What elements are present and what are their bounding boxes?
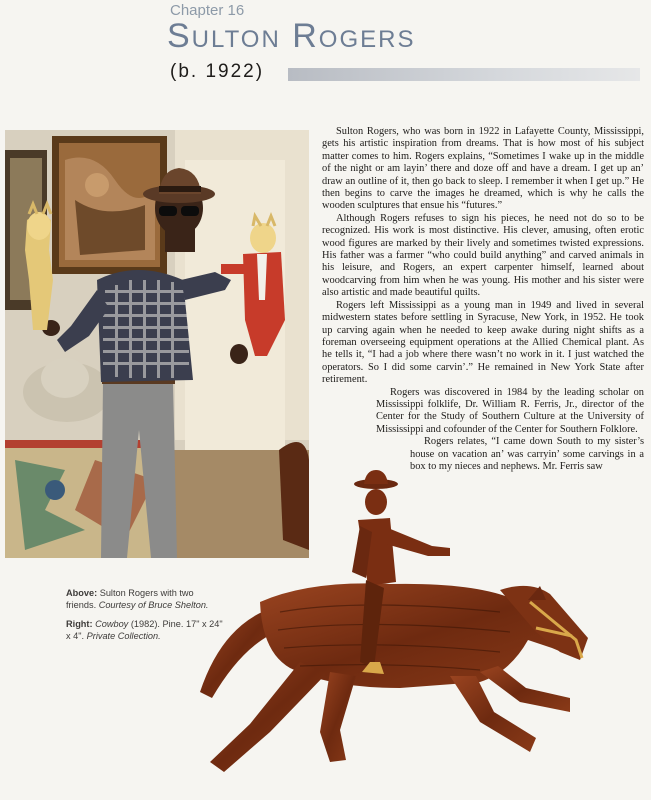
article-paragraph: Rogers left Mississippi as a young man in 1949 and lived in several midwestern states before settling in Syracuse, New York, in 1952. He took up carving again when he needed to keep awake during night shifts as a foreman overseeing equipment operations at the Allied Chemical plant. As he tells it, “I had a job where there wasn’t no work in it. I just watched the operators. So I did some carvin’.” He remained in New York State after retirement. (322, 299, 644, 386)
caption-credit: Private Collection. (86, 630, 161, 641)
caption-credit: Courtesy of Bruce Shelton. (98, 599, 209, 610)
chapter-label: Chapter 16 (170, 2, 245, 19)
caption-text: Sulton Rogers with two friends. (66, 588, 194, 610)
article-paragraph: Sulton Rogers, who was born in 1922 in Lafayette County, Mississippi, gets his artistic inspiration from dreams. That is how most of his subject matter comes to him. Rogers explains, “Sometimes I wake up in the middle of the night or am layin’ there and doze off and have a dream. I get up an’ draw an outline of it, then go back to sleep. I remember it when I get up.” He then begins to carve the images he dreamed, which is why he calls the wooden sculptures that ensue his “futures.” (322, 126, 644, 212)
article-paragraph: Rogers relates, “I came down South to my sister’s house on vacation an’ was carryin’ some carvings in a box to my nieces and nephews. Mr. Ferris saw (410, 436, 644, 472)
caption-label: Above: (66, 588, 98, 598)
caption-label: Right: (66, 619, 93, 630)
caption-text: (1982). Pine. 17" x 24" x 4". (66, 619, 223, 641)
page-title: Sulton Rogers (167, 17, 416, 55)
cowboy-sculpture (180, 462, 600, 792)
article-body (322, 126, 644, 473)
birth-year: (b. 1922) (170, 61, 265, 82)
article-paragraph: Rogers was discovered in 1984 by the leading scholar on Mississippi folklife, Dr. William R. Ferris, Jr., director of the Center for the Study of Southern Culture at the University of Mississippi and cofounder of the Center for Southern Folklore. (376, 386, 644, 435)
title-rule (288, 68, 640, 81)
article-paragraph: Although Rogers refuses to sign his pieces, he need not do so to be recognized. His work is most distinctive. His clever, amusing, often erotic wood figures are marked by their lively and sometimes twisted expressions. His father was a farmer “who could build anything” and carved animals in his leisure, and Rogers, an expert carpenter himself, learned about woodcarving from him when he was young. His mother and his sister were also artistic and made beautiful quilts. (322, 212, 644, 299)
caption-title: Cowboy (92, 619, 129, 630)
